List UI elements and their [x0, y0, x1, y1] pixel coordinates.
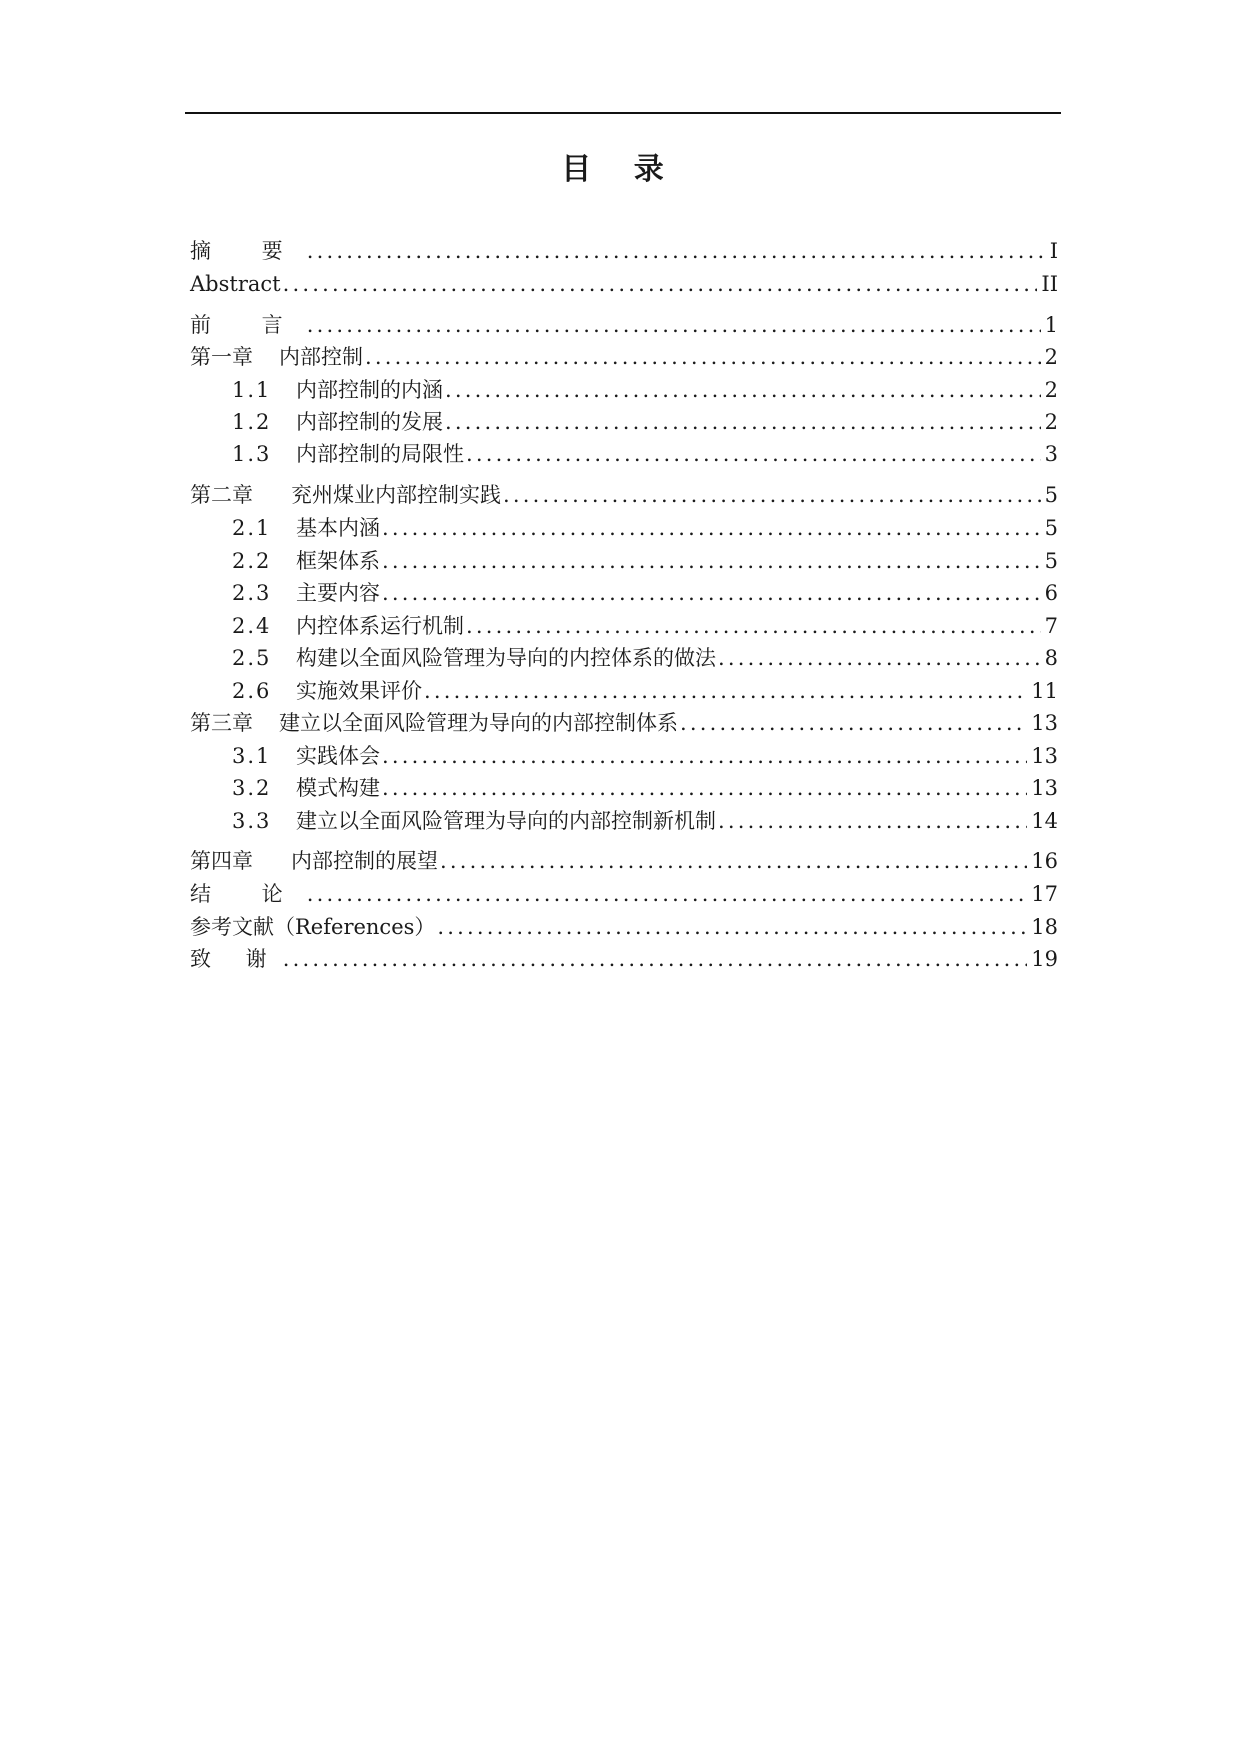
toc-entry-label: 构建以全面风险管理为导向的内控体系的做法 [296, 646, 716, 670]
toc-leader [424, 676, 1027, 706]
toc-entry-label: 建立以全面风险管理为导向的内部控制新机制 [296, 809, 716, 833]
toc-entry-chapter-2[interactable] [190, 480, 1058, 510]
toc-entry-chapter-3[interactable] [190, 708, 1058, 738]
toc-leader [382, 513, 1041, 543]
toc-entry-page: 6 [1044, 581, 1058, 605]
toc-entry-page: II [1041, 272, 1058, 296]
toc-entry-label: 结 论 [190, 882, 305, 906]
toc-section-number: 2.1 [232, 516, 272, 540]
toc-entry-2-3[interactable] [232, 578, 1058, 608]
toc-leader [283, 269, 1038, 299]
toc-section-number: 1.3 [232, 442, 272, 466]
toc-section-number: 2.2 [232, 549, 272, 573]
toc-entry-preface[interactable] [190, 310, 1058, 340]
toc-entry-label: 模式构建 [296, 776, 380, 800]
toc-leader [440, 846, 1027, 876]
toc-entry-label: 致 谢 [190, 947, 281, 971]
toc-section-number: 3.3 [232, 809, 272, 833]
toc-section-number: 2.6 [232, 679, 272, 703]
toc-entry-label: 内控体系运行机制 [296, 614, 464, 638]
toc-chapter-number: 第一章 [190, 345, 253, 369]
toc-section-number: 3.1 [232, 744, 272, 768]
toc-entry-3-1[interactable] [232, 741, 1058, 771]
toc-entry-abstract-cn[interactable] [190, 236, 1058, 266]
toc-entry-1-1[interactable] [232, 375, 1058, 405]
toc-entry-label: Abstract [190, 272, 281, 296]
header-rule [185, 112, 1061, 114]
toc-entry-label: 内部控制的展望 [291, 849, 438, 873]
toc-entry-label: 主要内容 [296, 581, 380, 605]
toc-chapter-number: 第三章 [190, 711, 253, 735]
toc-entry-label: 摘 要 [190, 239, 305, 263]
toc-entry-label: 建立以全面风险管理为导向的内部控制体系 [279, 711, 678, 735]
toc-leader [307, 310, 1041, 340]
toc-entry-page: 2 [1044, 345, 1058, 369]
toc-entry-references[interactable] [190, 912, 1058, 942]
toc-entry-label: 内部控制 [279, 345, 363, 369]
toc-entry-chapter-4[interactable] [190, 846, 1058, 876]
toc-entry-page: 3 [1044, 442, 1058, 466]
toc-leader [437, 912, 1027, 942]
toc-entry-1-3[interactable] [232, 439, 1058, 469]
toc-entry-page: 5 [1044, 549, 1058, 573]
toc-entry-page: 1 [1044, 313, 1058, 337]
toc-entry-label: 框架体系 [296, 549, 380, 573]
toc-entry-page: 5 [1044, 483, 1058, 507]
toc-leader [445, 407, 1041, 437]
toc-entry-page: 19 [1031, 947, 1058, 971]
toc-entry-label: 内部控制的内涵 [296, 378, 443, 402]
toc-entry-chapter-1[interactable] [190, 342, 1058, 372]
toc-entry-page: 14 [1031, 809, 1058, 833]
toc-entry-page: I [1049, 239, 1058, 263]
toc-section-number: 2.5 [232, 646, 272, 670]
toc-leader [283, 944, 1028, 974]
toc-entry-page: 7 [1044, 614, 1058, 638]
toc-section-number: 1.2 [232, 410, 272, 434]
toc-entry-page: 5 [1044, 516, 1058, 540]
toc-entry-label: 内部控制的发展 [296, 410, 443, 434]
toc-leader [307, 879, 1028, 909]
toc-entry-label: 参考文献（References） [190, 915, 436, 939]
toc-entry-page: 17 [1031, 882, 1058, 906]
toc-leader [365, 342, 1041, 372]
toc-entry-page: 18 [1031, 915, 1058, 939]
toc-entry-acknowledgements[interactable] [190, 944, 1058, 974]
toc-leader [307, 236, 1044, 266]
toc-entry-2-4[interactable] [232, 611, 1058, 641]
toc-entry-page: 13 [1031, 776, 1058, 800]
toc-section-number: 1.1 [232, 378, 272, 402]
toc-entry-page: 2 [1044, 378, 1058, 402]
toc-chapter-number: 第四章 [190, 849, 253, 873]
toc-entry-2-6[interactable] [232, 676, 1058, 706]
toc-entry-label: 实施效果评价 [296, 679, 422, 703]
toc-entry-conclusion[interactable] [190, 879, 1058, 909]
toc-entry-1-2[interactable] [232, 407, 1058, 437]
toc-entry-label: 兖州煤业内部控制实践 [291, 483, 501, 507]
toc-entry-page: 16 [1031, 849, 1058, 873]
toc-entry-3-3[interactable] [232, 806, 1058, 836]
toc-title: 目 录 [561, 152, 680, 187]
toc-leader [382, 773, 1027, 803]
toc-entry-2-1[interactable] [232, 513, 1058, 543]
toc-entry-page: 8 [1044, 646, 1058, 670]
toc-leader [382, 741, 1027, 771]
toc-leader [466, 611, 1041, 641]
toc-leader [503, 480, 1041, 510]
toc-entry-page: 13 [1031, 711, 1058, 735]
toc-entry-2-2[interactable] [232, 546, 1058, 576]
toc-entry-abstract-en[interactable] [190, 269, 1058, 299]
toc-leader [680, 708, 1027, 738]
toc-leader [382, 546, 1041, 576]
toc-entry-label: 基本内涵 [296, 516, 380, 540]
toc-section-number: 3.2 [232, 776, 272, 800]
toc-leader [445, 375, 1041, 405]
toc-entry-label: 实践体会 [296, 744, 380, 768]
toc-leader [382, 578, 1041, 608]
toc-entry-3-2[interactable] [232, 773, 1058, 803]
toc-entry-2-5[interactable] [232, 643, 1058, 673]
toc-entry-page: 11 [1031, 679, 1058, 703]
toc-entry-label: 内部控制的局限性 [296, 442, 464, 466]
toc-section-number: 2.4 [232, 614, 272, 638]
toc-chapter-number: 第二章 [190, 483, 253, 507]
toc-entry-page: 2 [1044, 410, 1058, 434]
toc-leader [718, 643, 1041, 673]
toc-entry-label: 前 言 [190, 313, 305, 337]
toc-entry-page: 13 [1031, 744, 1058, 768]
toc-leader [718, 806, 1027, 836]
toc-leader [466, 439, 1041, 469]
toc-section-number: 2.3 [232, 581, 272, 605]
